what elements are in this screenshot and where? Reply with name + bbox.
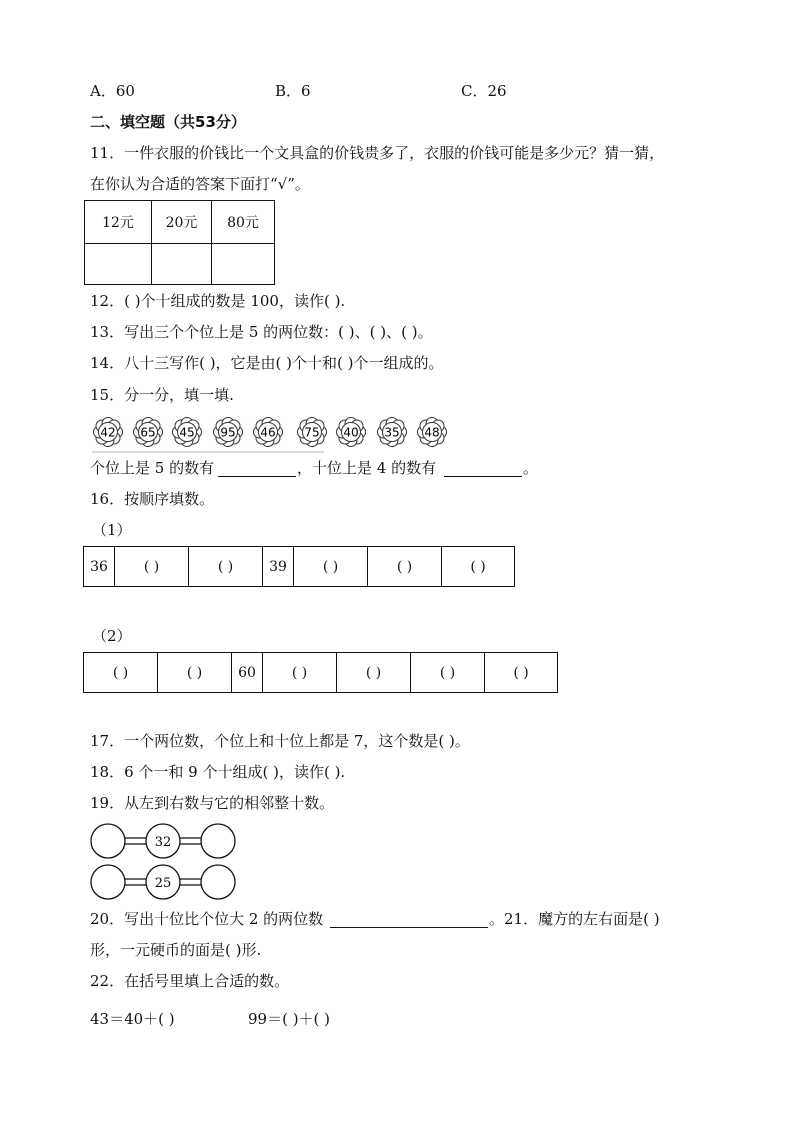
q20-part1: 20．写出十位比个位大 2 的两位数 <box>90 910 324 928</box>
flower-number: 48 <box>424 425 440 440</box>
sequence-cell: 39 <box>263 547 294 587</box>
q20-part2: 。21．魔方的左右面是( ) <box>489 910 660 928</box>
chain-1 <box>91 824 235 858</box>
q15-answer-part1: 个位上是 5 的数有 <box>90 459 215 477</box>
q19-text: 19．从左到右数与它的相邻整十数。 <box>90 794 335 812</box>
sequence-cell[interactable]: ( ) <box>485 653 558 693</box>
sequence-cell[interactable]: ( ) <box>411 653 485 693</box>
q14: 14．八十三写作( )，它是由( )个十和( )个一组成的。 <box>90 354 444 372</box>
sequence-cell[interactable]: ( ) <box>84 653 158 693</box>
right-circle[interactable] <box>201 824 235 858</box>
left-circle[interactable] <box>91 824 125 858</box>
q17: 17．一个两位数，个位上和十位上都是 7，这个数是( )。 <box>90 732 470 750</box>
center-number: 32 <box>154 835 172 850</box>
sequence-cell[interactable]: ( ) <box>189 547 263 587</box>
q15-answer-end: 。 <box>523 459 539 477</box>
option-c: C．26 <box>461 82 507 100</box>
sequence-cell: 36 <box>84 547 115 587</box>
sequence-cell[interactable]: ( ) <box>294 547 368 587</box>
price-cell: 80元 <box>212 201 275 244</box>
equation-1: 43＝40＋( ) <box>90 1010 175 1028</box>
equation-2: 99＝( )＋( ) <box>248 1010 331 1028</box>
option-a: A．60 <box>90 82 135 100</box>
flower-number: 42 <box>100 425 116 440</box>
price-cell: 20元 <box>152 201 212 244</box>
sequence-cell[interactable]: ( ) <box>263 653 337 693</box>
q15-answer-part2: ，十位上是 4 的数有 <box>297 459 437 477</box>
center-number: 25 <box>154 876 172 891</box>
flower-number: 45 <box>179 425 195 440</box>
flower-number: 35 <box>384 425 400 440</box>
answer-blank[interactable] <box>330 927 488 928</box>
sequence-cell: 60 <box>232 653 263 693</box>
flower-number: 46 <box>260 425 276 440</box>
q21-line2: 形，一元硬币的面是( )形. <box>90 941 262 959</box>
left-circle[interactable] <box>91 865 125 899</box>
sequence-cell[interactable]: ( ) <box>368 547 442 587</box>
q16-text: 16．按顺序填数。 <box>90 490 215 508</box>
price-cell: 12元 <box>85 201 152 244</box>
option-b: B．6 <box>275 82 311 100</box>
q16-label1: （1） <box>92 521 132 539</box>
section-title: 二、填空题（共53分） <box>90 113 246 131</box>
chain-2 <box>91 865 235 899</box>
q16-label2: （2） <box>92 627 132 645</box>
sequence-cell[interactable]: ( ) <box>442 547 515 587</box>
q13: 13．写出三个个位上是 5 的两位数：( )、( )、( )。 <box>90 323 433 341</box>
flower-number: 65 <box>140 425 156 440</box>
q15-text: 15．分一分，填一填. <box>90 386 234 404</box>
sequence-cell[interactable]: ( ) <box>115 547 189 587</box>
q11-line2: 在你认为合适的答案下面打“√”。 <box>90 175 310 193</box>
flower-number: 95 <box>220 425 236 440</box>
right-circle[interactable] <box>201 865 235 899</box>
q11-line1: 11．一件衣服的价钱比一个文具盒的价钱贵多了，衣服的价钱可能是多少元？猜一猜， <box>90 144 665 162</box>
sequence-cell[interactable]: ( ) <box>337 653 411 693</box>
q22-text: 22．在括号里填上合适的数。 <box>90 972 290 990</box>
sequence-cell[interactable]: ( ) <box>158 653 232 693</box>
q18: 18．6 个一和 9 个十组成( )，读作( ). <box>90 763 346 781</box>
flower-number: 75 <box>304 425 320 440</box>
flower-number: 40 <box>343 425 359 440</box>
q12: 12．( )个十组成的数是 100，读作( ). <box>90 292 346 310</box>
